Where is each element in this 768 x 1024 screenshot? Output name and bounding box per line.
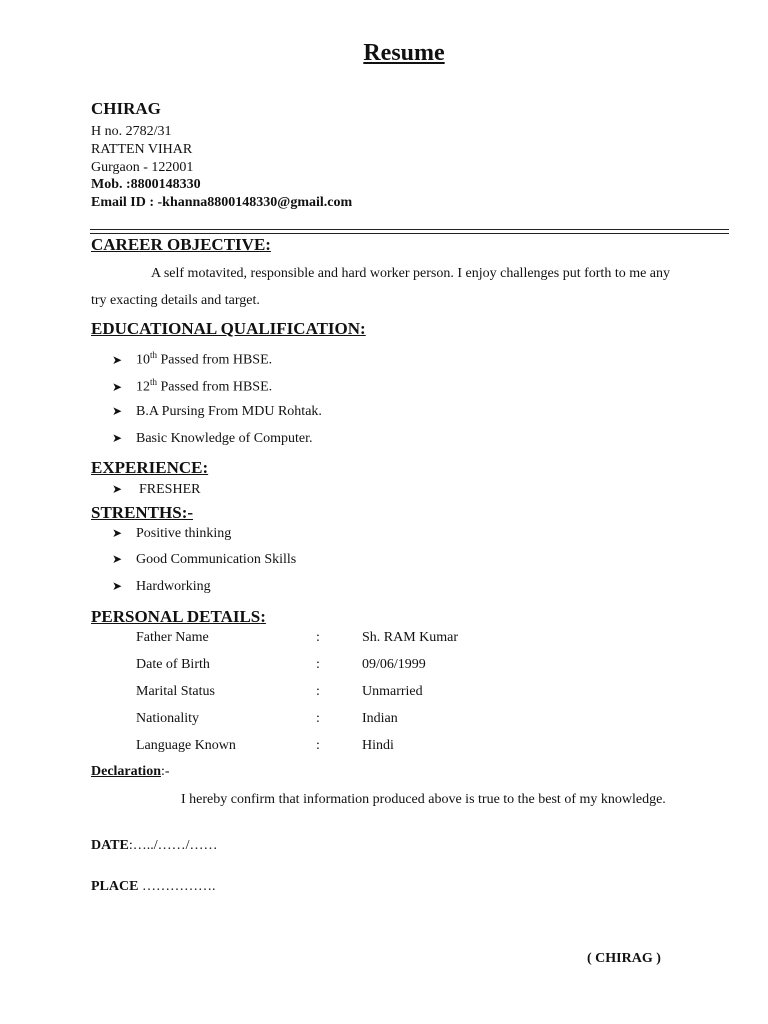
list-item: ➤ 12th Passed from HBSE. <box>112 377 273 395</box>
education-heading-text: EDUCATIONAL QUALIFICATION <box>91 319 361 338</box>
experience-heading: EXPERIENCE: <box>91 458 209 477</box>
personal-details-heading: PERSONAL DETAILS: <box>91 607 266 626</box>
list-item: ➤ Basic Knowledge of Computer. <box>112 431 313 446</box>
marital-status-label: Marital Status <box>136 684 215 699</box>
arrow-bullet-icon: ➤ <box>112 404 123 418</box>
date-of-birth-label: Date of Birth <box>136 657 210 672</box>
arrow-bullet-icon: ➤ <box>112 431 123 445</box>
declaration-text: I hereby confirm that information produced above is true to the best of my knowledge. <box>181 792 666 807</box>
strengths-heading: STRENTHS:- <box>91 503 194 522</box>
date-of-birth-value: 09/06/1999 <box>362 657 426 672</box>
nationality-label: Nationality <box>136 711 199 726</box>
education-heading <box>91 319 366 339</box>
divider-line <box>90 233 729 234</box>
page-title: Resume <box>363 40 445 66</box>
address-line-2: RATTEN VIHAR <box>91 142 193 157</box>
list-item: ➤ Positive thinking <box>112 526 232 541</box>
place-label: PLACE <box>91 879 139 894</box>
education-heading-suffix: : <box>360 319 366 338</box>
address-line-1: H no. 2782/31 <box>91 124 172 139</box>
colon-separator: : <box>316 684 320 699</box>
nationality-value: Indian <box>362 711 398 726</box>
candidate-name: CHIRAG <box>91 99 161 118</box>
place-line <box>91 879 215 895</box>
father-name-label: Father Name <box>136 630 209 645</box>
list-item: ➤ B.A Pursing From MDU Rohtak. <box>112 404 322 419</box>
arrow-bullet-icon: ➤ <box>112 352 123 367</box>
father-name-value: Sh. RAM Kumar <box>362 630 459 645</box>
marital-status-value: Unmarried <box>362 684 423 699</box>
list-item: ➤ Hardworking <box>112 579 211 594</box>
date-value: :…../……/…… <box>128 838 218 853</box>
email-address: Email ID : -khanna8800148330@gmail.com <box>91 195 353 210</box>
mobile-number: Mob. :8800148330 <box>91 177 201 192</box>
career-objective-heading: CAREER OBJECTIVE: <box>91 235 271 254</box>
divider-line <box>90 229 729 230</box>
declaration-heading: Declaration:- <box>91 764 170 779</box>
arrow-bullet-icon: ➤ <box>112 526 123 540</box>
arrow-bullet-icon: ➤ <box>112 579 123 593</box>
career-objective-text-line-2: try exacting details and target. <box>91 293 260 308</box>
place-value: ……………. <box>138 879 216 894</box>
arrow-bullet-icon: ➤ <box>112 552 123 566</box>
career-objective-text-line-1: A self motavited, responsible and hard worker person. I enjoy challenges put forth to me any <box>151 266 671 281</box>
colon-separator: : <box>316 738 320 753</box>
colon-separator: : <box>316 711 320 726</box>
arrow-bullet-icon: ➤ <box>112 482 123 496</box>
date-line <box>91 838 218 854</box>
colon-separator: : <box>316 630 320 645</box>
list-item: ➤ FRESHER <box>112 482 201 497</box>
language-known-value: Hindi <box>362 738 394 753</box>
address-line-3: Gurgaon - 122001 <box>91 160 194 175</box>
arrow-bullet-icon: ➤ <box>112 379 123 394</box>
language-known-label: Language Known <box>136 738 236 753</box>
date-label: DATE <box>91 838 129 853</box>
list-item: ➤ Good Communication Skills <box>112 552 297 567</box>
colon-separator: : <box>316 657 320 672</box>
list-item: ➤ 10th Passed from HBSE. <box>112 350 273 368</box>
signature-name: ( CHIRAG ) <box>587 951 661 966</box>
